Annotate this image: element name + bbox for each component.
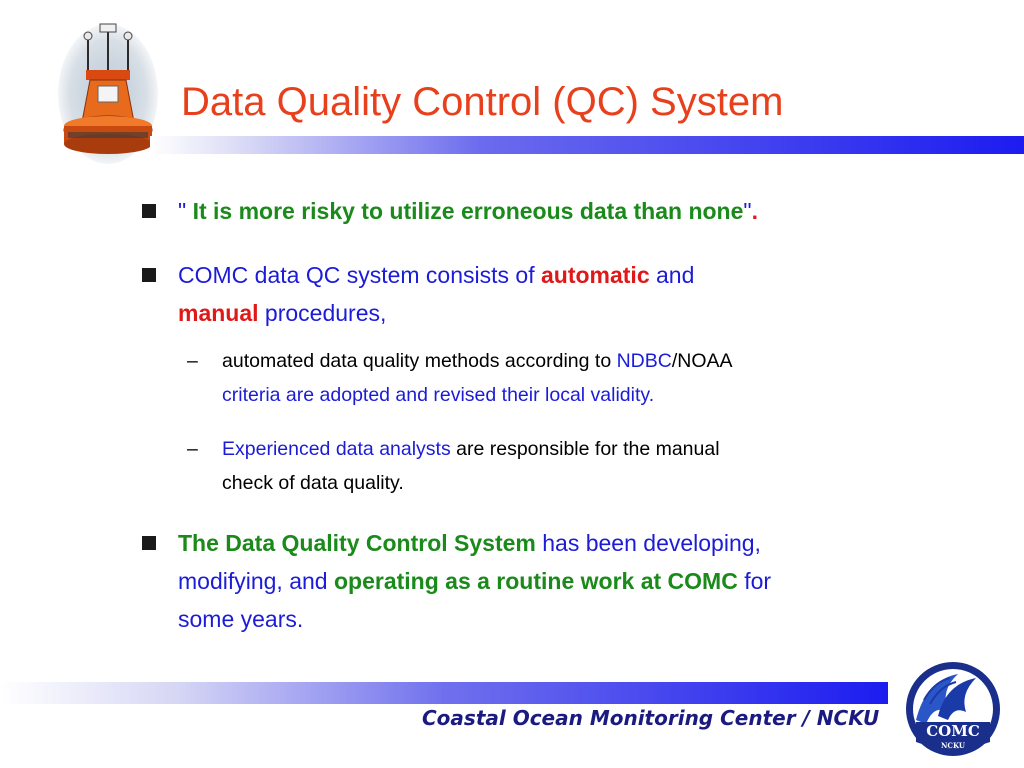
slide-content bbox=[140, 192, 930, 638]
sub-bullet-text: criteria are adopted and revised their local validity. bbox=[222, 384, 655, 406]
page-title: Data Quality Control (QC) System bbox=[181, 80, 784, 124]
sub-bullet-text: automated data quality methods according to bbox=[222, 350, 617, 372]
bullet-text: COMC data QC system consists of bbox=[178, 262, 541, 288]
sub-bullet-text: check of data quality. bbox=[222, 472, 404, 494]
bullet-square-icon bbox=[142, 268, 156, 282]
emphasis-manual: manual bbox=[178, 300, 259, 326]
dash-marker: – bbox=[187, 350, 198, 372]
bullet-item bbox=[140, 524, 930, 638]
quote-text: It is more risky to utilize erroneous data than none bbox=[192, 198, 744, 224]
bullet-text: for bbox=[737, 568, 772, 594]
bullet-text: and bbox=[649, 262, 695, 288]
comc-logo bbox=[904, 660, 1002, 758]
bullet-text: modifying, and bbox=[178, 568, 334, 594]
logo-text: COMC bbox=[926, 722, 980, 740]
bullet-item bbox=[140, 256, 930, 332]
sub-bullet-item bbox=[140, 344, 930, 412]
quote-period: . bbox=[751, 198, 758, 224]
quote-close: " bbox=[743, 198, 752, 224]
bullet-square-icon bbox=[142, 204, 156, 218]
bullet-text: some years. bbox=[178, 606, 304, 632]
dash-marker: – bbox=[187, 438, 198, 460]
logo-subtext: NCKU bbox=[941, 741, 965, 750]
bullet-text: has been developing, bbox=[535, 530, 761, 556]
emphasis-system: The Data Quality Control System bbox=[178, 530, 536, 556]
title-gradient-bar bbox=[150, 136, 1024, 154]
emphasis-automatic: automatic bbox=[540, 262, 650, 288]
quote-open: " bbox=[178, 198, 193, 224]
footer-text: Coastal Ocean Monitoring Center / NCKU bbox=[422, 706, 880, 730]
bullet-text: procedures, bbox=[258, 300, 387, 326]
emphasis-routine: operating as a routine work at COMC bbox=[333, 568, 738, 594]
buoy-icon bbox=[56, 22, 160, 166]
sub-bullet-text: are responsible for the manual bbox=[450, 438, 720, 460]
footer-gradient-bar bbox=[0, 682, 888, 704]
ndbc-link-text: NDBC bbox=[616, 350, 672, 372]
sub-bullet-text: /NOAA bbox=[671, 350, 733, 372]
bullet-square-icon bbox=[142, 536, 156, 550]
bullet-item bbox=[140, 192, 930, 230]
sub-bullet-text: Experienced data analysts bbox=[222, 438, 451, 460]
sub-bullet-item bbox=[140, 432, 930, 500]
